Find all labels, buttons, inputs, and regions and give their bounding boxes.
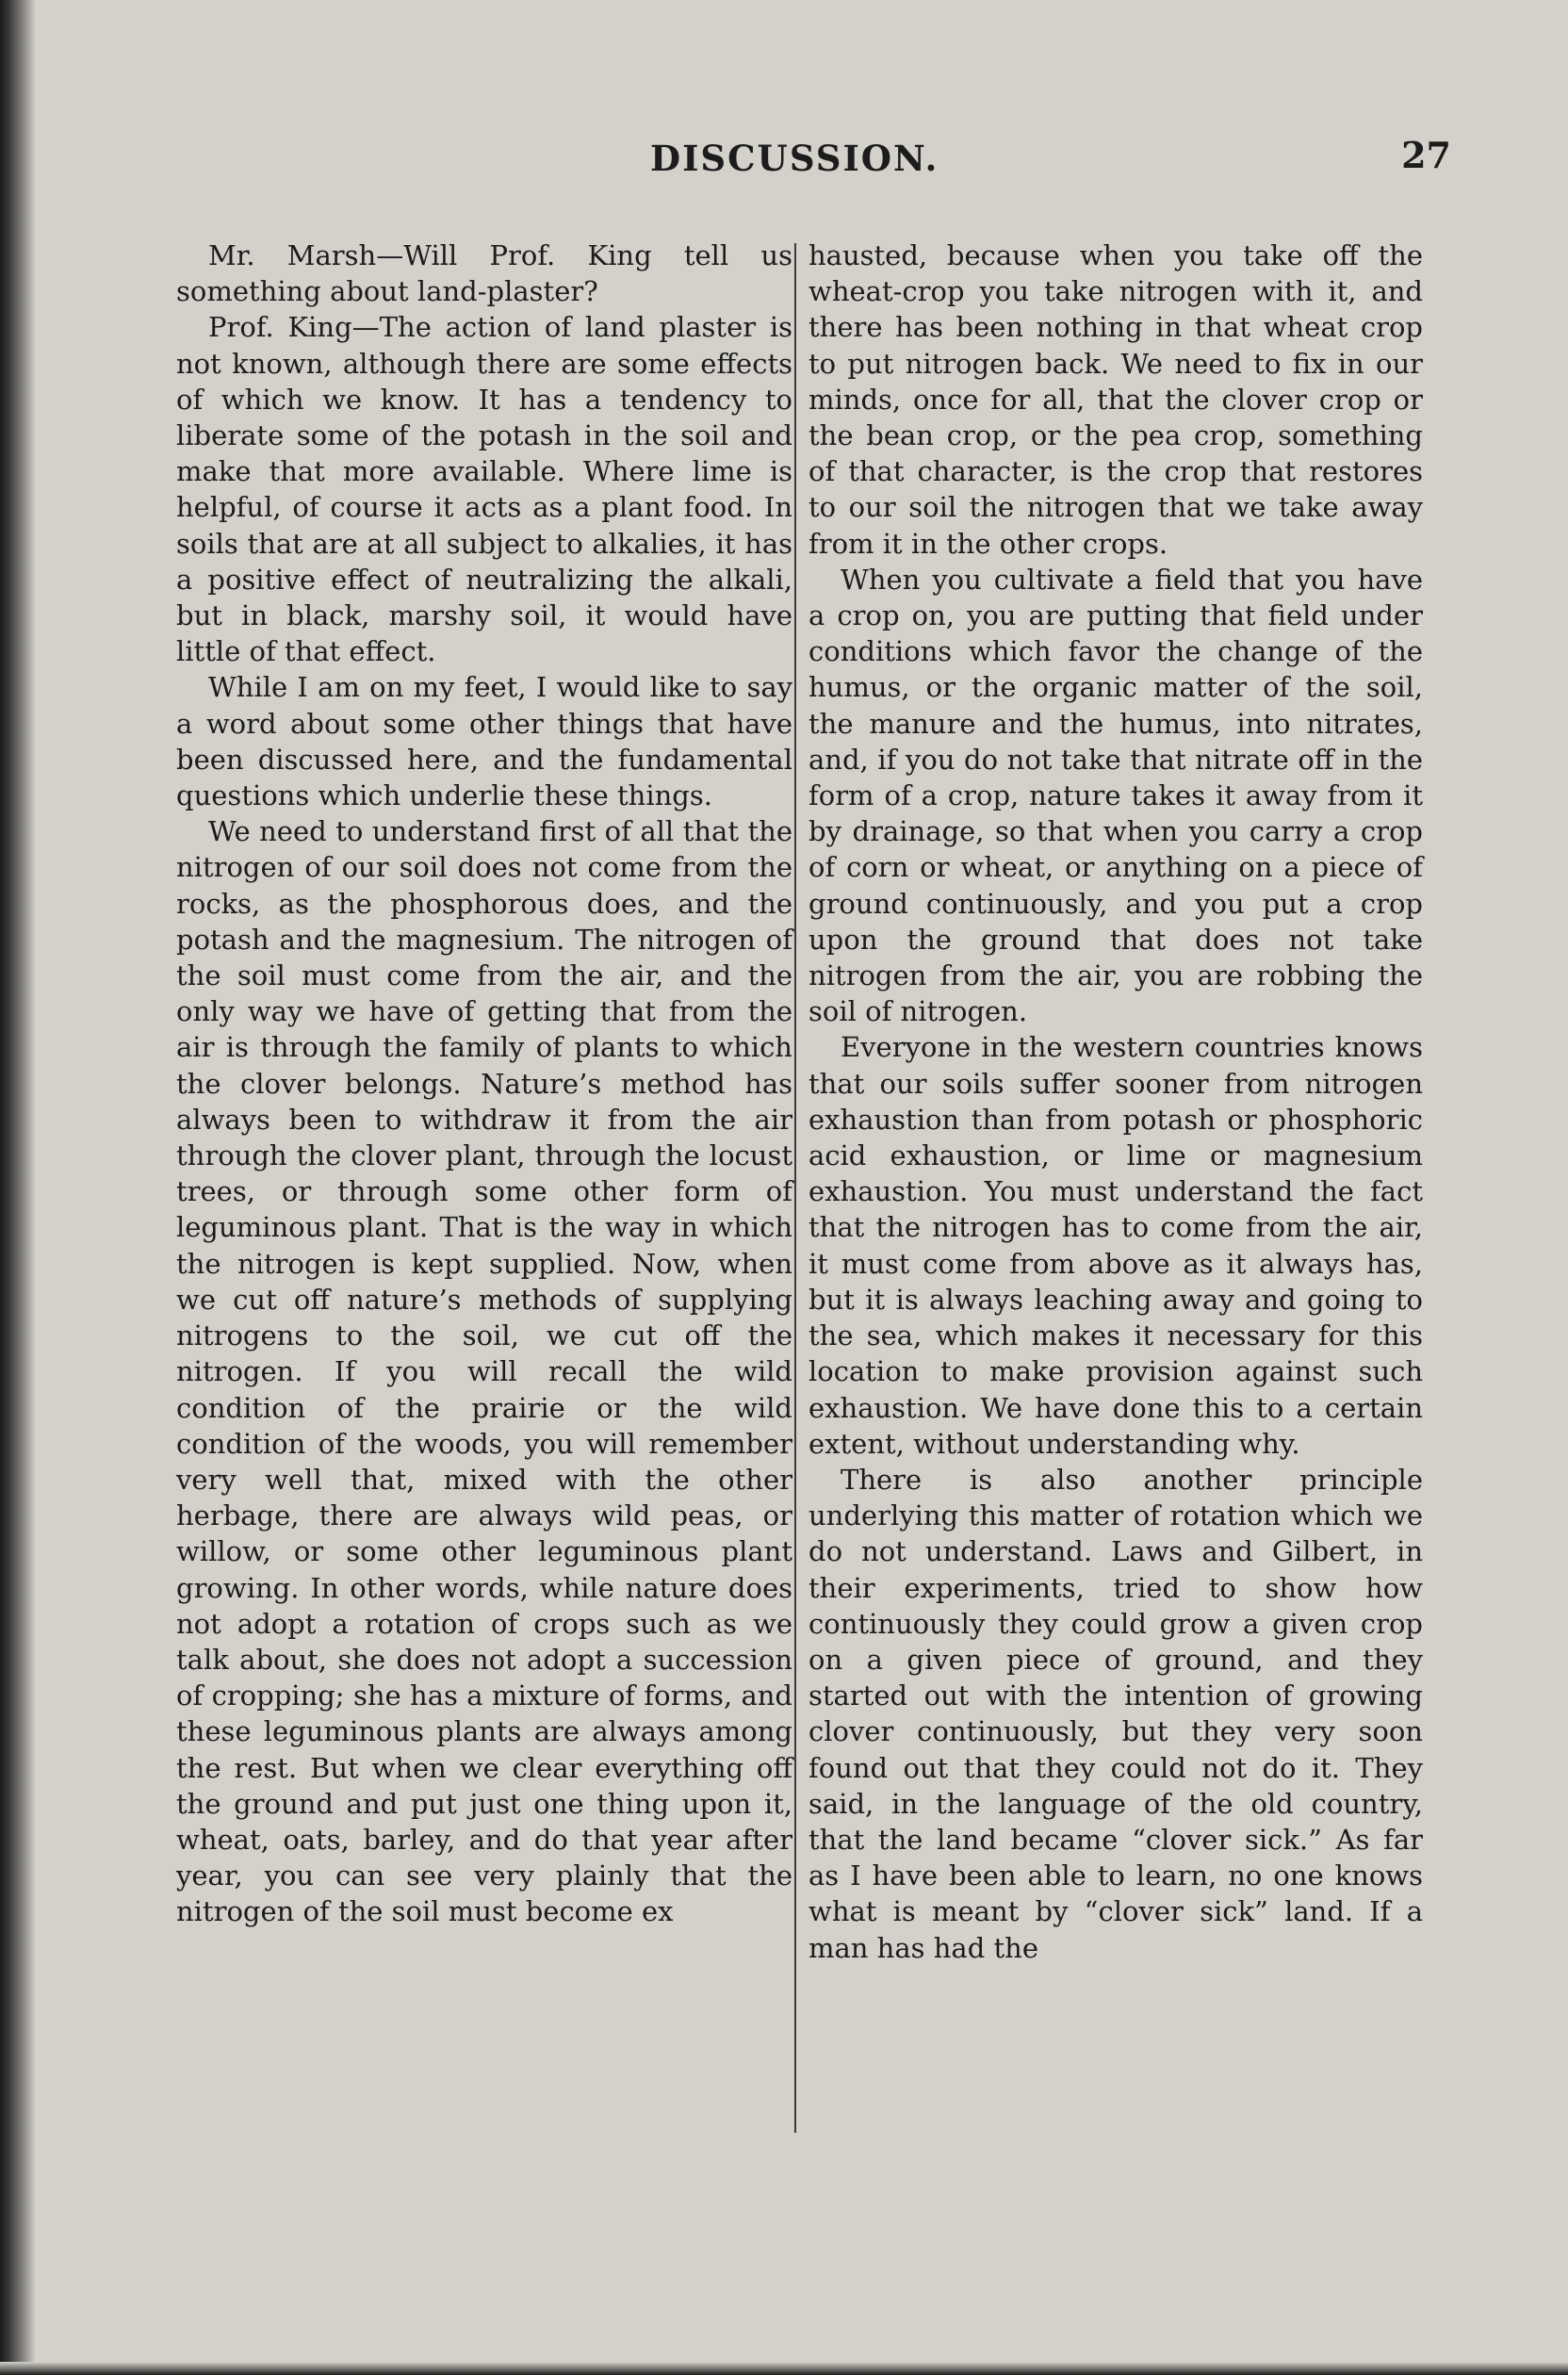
paragraph: Everyone in the western countries knows that our soils suffer sooner from nitrogen exhaustion than from potash or phosphoric acid exhaustion, or lime or magnesium exhaustion. You must understand the fact that the nitrogen has to come from the air, it must come from above as it always has, but it is always leaching away and going to the sea, which makes it necessary for this location to make provision against such exhaustion. We have done this to a certain extent, without understanding why. (808, 1031, 1423, 1460)
left-column (176, 238, 792, 1930)
paragraph: We need to understand first of all that the nitrogen of our soil does not come from the rocks, as the phosphorous does, and the potash and the magnesium. The nitrogen of the soil must come from the air, and the only way we have of getting that from the air is through the family of plants to which the clover belongs. Nature’s method has always been to withdraw it from the air through the clover plant, through the locust trees, or through some other form of leguminous plant. That is the way in which the nitrogen is kept supplied. Now, when we cut off nature’s methods of supplying nitrogens to the soil, we cut off the nitrogen. If you will recall the wild condition of the prairie or the wild condition of the woods, you will remember very well that, mixed with the other herbage, there are always wild peas, or willow, or some other leguminous plant growing. In other words, while nature does not adopt a rotation of crops such as we talk about, she does not adopt a succession of cropping; she has a mixture of forms, and these leguminous plants are always among the rest. But when we clear everything off the ground and put just one thing upon it, wheat, oats, barley, and do that year after year, you can see very plainly that the nitrogen of the soil must become ex (176, 815, 792, 1928)
page-bottom-edge (0, 2362, 1568, 2375)
column-divider (794, 243, 796, 2133)
paragraph: Prof. King—The action of land plaster is not known, although there are some effects of which we know. It has a tendency to liberate some of the potash in the soil and make that more available. Where lime is helpful, of course it acts as a plant food. In soils that are at all subject to alkalies, it has a positive effect of neutralizing the alkali, but in black, marshy soil, it would have little of that effect. (176, 311, 792, 668)
running-head: DISCUSSION. (650, 138, 939, 179)
paragraph: While I am on my feet, I would like to say a word about some other things that have been discussed here, and the fundamental questions which underlie these things. (176, 671, 792, 812)
page-number: 27 (1401, 134, 1451, 176)
paragraph: When you cultivate a field that you have a crop on, you are putting that field under conditions which favor the change of the humus, or the organic matter of the soil, the manure and the humus, into nitrates, and, if you do not take that nitrate off in the form of a crop, nature takes it away from it by drainage, so that when you carry a crop of corn or wheat, or anything on a piece of ground continuously, and you put a crop upon the ground that does not take nitrogen from the air, you are robbing the soil of nitrogen. (808, 563, 1423, 1028)
right-column (808, 238, 1423, 1966)
paragraph: Mr. Marsh—Will Prof. King tell us something about land-plaster? (176, 239, 792, 308)
book-spine-shadow (0, 0, 36, 2375)
paragraph: There is also another principle underlying this matter of rotation which we do not understand. Laws and Gilbert, in their experiments, tried to show how continuously they could grow a given crop on a given piece of ground, and they started out with the intention of growing clover continuously, but they very soon found out that they could not do it. They said, in the language of the old country, that the land became “clover sick.” As far as I have been able to learn, no one knows what is meant by “clover sick” land. If a man has had the (808, 1463, 1423, 1964)
paragraph: hausted, because when you take off the wheat-crop you take nitrogen with it, and there has been nothing in that wheat crop to put nitrogen back. We need to fix in our minds, once for all, that the clover crop or the bean crop, or the pea crop, something of that character, is the crop that restores to our soil the nitrogen that we take away from it in the other crops. (808, 239, 1423, 560)
